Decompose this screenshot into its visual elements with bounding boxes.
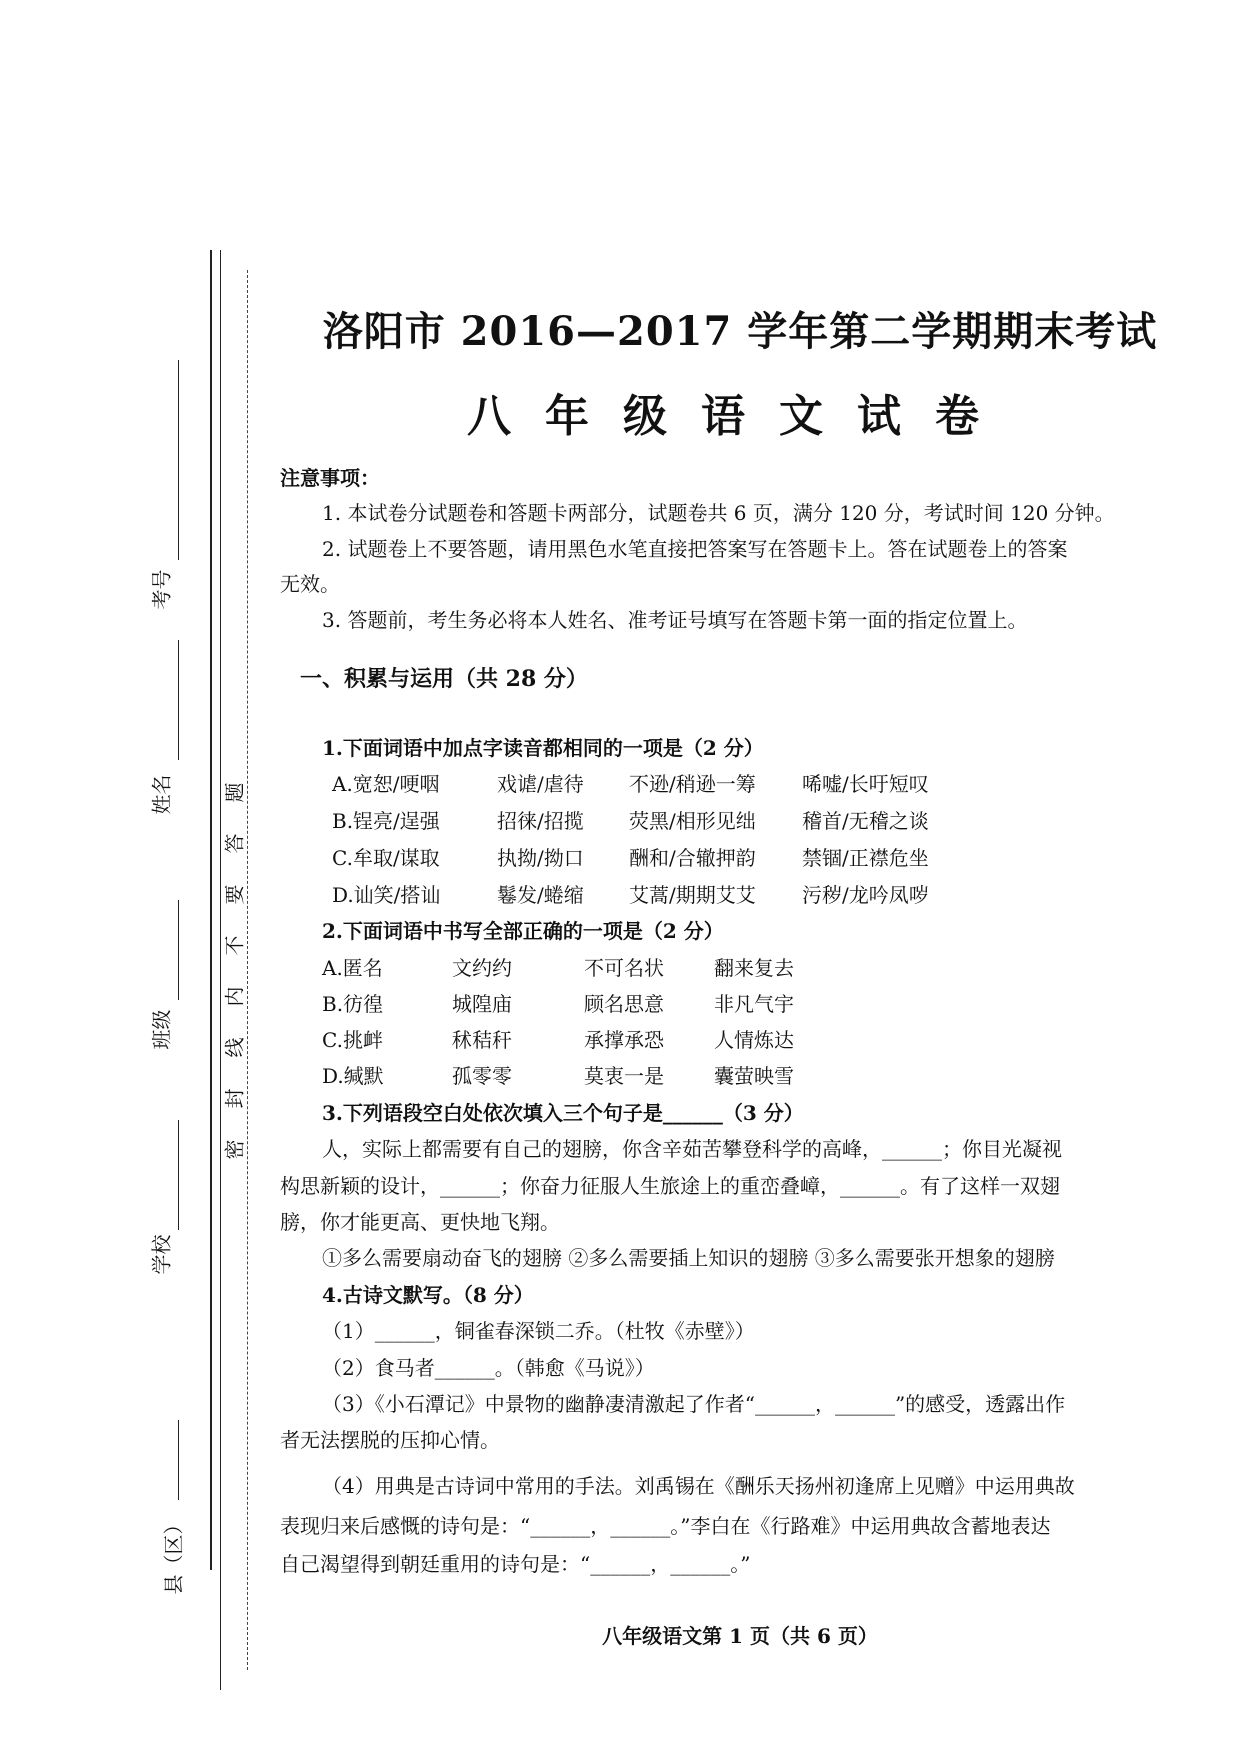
option-cell: 戏谑/虐待: [497, 772, 584, 796]
option-cell: C.牟取/谋取: [332, 846, 440, 870]
answer-choices: ①多么需要扇动奋飞的翅膀 ②多么需要插上知识的翅膀 ③多么需要张开想象的翅膀: [322, 1246, 1055, 1270]
option-cell: C.挑衅: [322, 1028, 383, 1052]
option-cell: 非凡气宇: [714, 992, 794, 1016]
recitation-item: （4）用典是古诗词中常用的手法。刘禹锡在《酬乐天扬州初逢席上见赠》中运用典故: [322, 1474, 1075, 1498]
county-line: [178, 1420, 179, 1500]
option-cell: B.彷徨: [322, 992, 384, 1016]
seal-char: 不: [222, 935, 247, 956]
seal-char: 内: [222, 986, 247, 1007]
option-cell: 唏嘘/长吁短叹: [802, 772, 929, 796]
option-cell: 不可名状: [584, 956, 664, 980]
option-cell: 执拗/拗口: [497, 846, 584, 870]
option-cell: 囊萤映雪: [714, 1064, 794, 1088]
seal-char: 答: [222, 833, 247, 854]
option-cell: 艾蒿/期期艾艾: [629, 883, 756, 907]
exam-number-label: 考号: [149, 569, 174, 610]
option-cell: 人情炼达: [714, 1028, 794, 1052]
option-cell: 稽首/无稽之谈: [802, 809, 929, 833]
option-cell: 酬和/合辙押韵: [629, 846, 756, 870]
school-line: [178, 1120, 179, 1230]
recitation-item: 者无法摆脱的压抑心情。: [280, 1428, 500, 1452]
question-stem: 4.古诗文默写。（8 分）: [322, 1283, 534, 1307]
recitation-item: （2）食马者______。（韩愈《马说》）: [322, 1356, 655, 1380]
name-field: [140, 640, 180, 880]
class-line: [178, 900, 179, 1000]
notice-item: 3. 答题前，考生务必将本人姓名、准考证号填写在答题卡第一面的指定位置上。: [322, 608, 1028, 632]
passage-line: 膀，你才能更高、更快地飞翔。: [280, 1210, 560, 1234]
notice-item: 1. 本试卷分试题卷和答题卡两部分，试题卷共 6 页，满分 120 分，考试时间 120 分钟。: [322, 501, 1115, 525]
question-stem: 3.下列语段空白处依次填入三个句子是______（3 分）: [322, 1101, 804, 1125]
recitation-item: （1）______，铜雀春深锁二乔。（杜牧《赤壁》）: [322, 1319, 755, 1343]
option-cell: B.锃亮/逞强: [332, 809, 440, 833]
binding-line: [210, 250, 212, 1570]
seal-char: 密: [222, 1139, 247, 1160]
exam-title: 洛阳市 2016—2017 学年第二学期期末考试: [322, 308, 1158, 355]
seal-char: 封: [222, 1088, 247, 1109]
county-field: [140, 1420, 186, 1595]
notice-item: 2. 试题卷上不要答题，请用黑色水笔直接把答案写在答题卡上。答在试题卷上的答案: [322, 537, 1068, 561]
seal-char: 线: [222, 1037, 247, 1058]
question-stem: 2.下面词语中书写全部正确的一项是（2 分）: [322, 919, 724, 943]
option-cell: 不逊/稍逊一筹: [629, 772, 756, 796]
seal-notice: [218, 778, 248, 1164]
option-cell: A.宽恕/哽咽: [332, 772, 440, 796]
seal-char: 要: [222, 884, 247, 905]
recitation-item: （3）《小石潭记》中景物的幽静凄清激起了作者“______，______”的感受，透露出作: [322, 1392, 1066, 1416]
class-field: [140, 900, 180, 1100]
section-heading: 一、积累与运用（共 28 分）: [300, 666, 588, 692]
page-footer: 八年级语文第 1 页（共 6 页）: [602, 1624, 878, 1648]
option-cell: 禁锢/正襟危坐: [802, 846, 929, 870]
option-cell: 荧黑/相形见绌: [629, 809, 756, 833]
recitation-item: 自己渴望得到朝廷重用的诗句是：“______，______。”: [280, 1552, 751, 1576]
option-cell: 顾名思意: [584, 992, 664, 1016]
option-cell: 招徕/招揽: [497, 809, 584, 833]
school-field: [140, 1120, 180, 1320]
notice-item: 无效。: [280, 572, 340, 596]
exam-subtitle: 八年级语文试卷: [467, 391, 1013, 442]
seal-char: 题: [222, 782, 247, 803]
school-label: 学校: [149, 1234, 174, 1275]
option-cell: 文约约: [452, 956, 512, 980]
option-cell: D.讪笑/搭讪: [332, 883, 441, 907]
recitation-item: 表现归来后感慨的诗句是：“______，______。”李白在《行路难》中运用典故含蓄地表达: [280, 1514, 1051, 1538]
option-cell: 承撑承恐: [584, 1028, 664, 1052]
option-cell: 翻来复去: [714, 956, 794, 980]
exam-number-field: [140, 360, 180, 620]
option-cell: 孤零零: [452, 1064, 512, 1088]
option-cell: 秫秸秆: [452, 1028, 512, 1052]
class-label: 班级: [149, 1009, 174, 1050]
passage-line: 人，实际上都需要有自己的翅膀，你含辛茹苦攀登科学的高峰，______；你目光凝视: [322, 1137, 1062, 1161]
option-cell: A.匿名: [322, 956, 383, 980]
option-cell: 污秽/龙吟凤哕: [802, 883, 929, 907]
name-line: [178, 640, 179, 760]
county-label: 县（区）: [161, 1514, 186, 1595]
notice-heading: 注意事项：: [280, 466, 380, 490]
option-cell: D.缄默: [322, 1064, 384, 1088]
exam-number-line: [178, 360, 179, 560]
name-label: 姓名: [149, 774, 174, 815]
option-cell: 城隍庙: [452, 992, 512, 1016]
passage-line: 构思新颖的设计，______；你奋力征服人生旅途上的重峦叠嶂，______。有了这样一双翅: [280, 1174, 1060, 1198]
question-stem: 1.下面词语中加点字读音都相同的一项是（2 分）: [322, 736, 764, 760]
option-cell: 鬈发/蜷缩: [497, 883, 584, 907]
option-cell: 莫衷一是: [584, 1064, 664, 1088]
